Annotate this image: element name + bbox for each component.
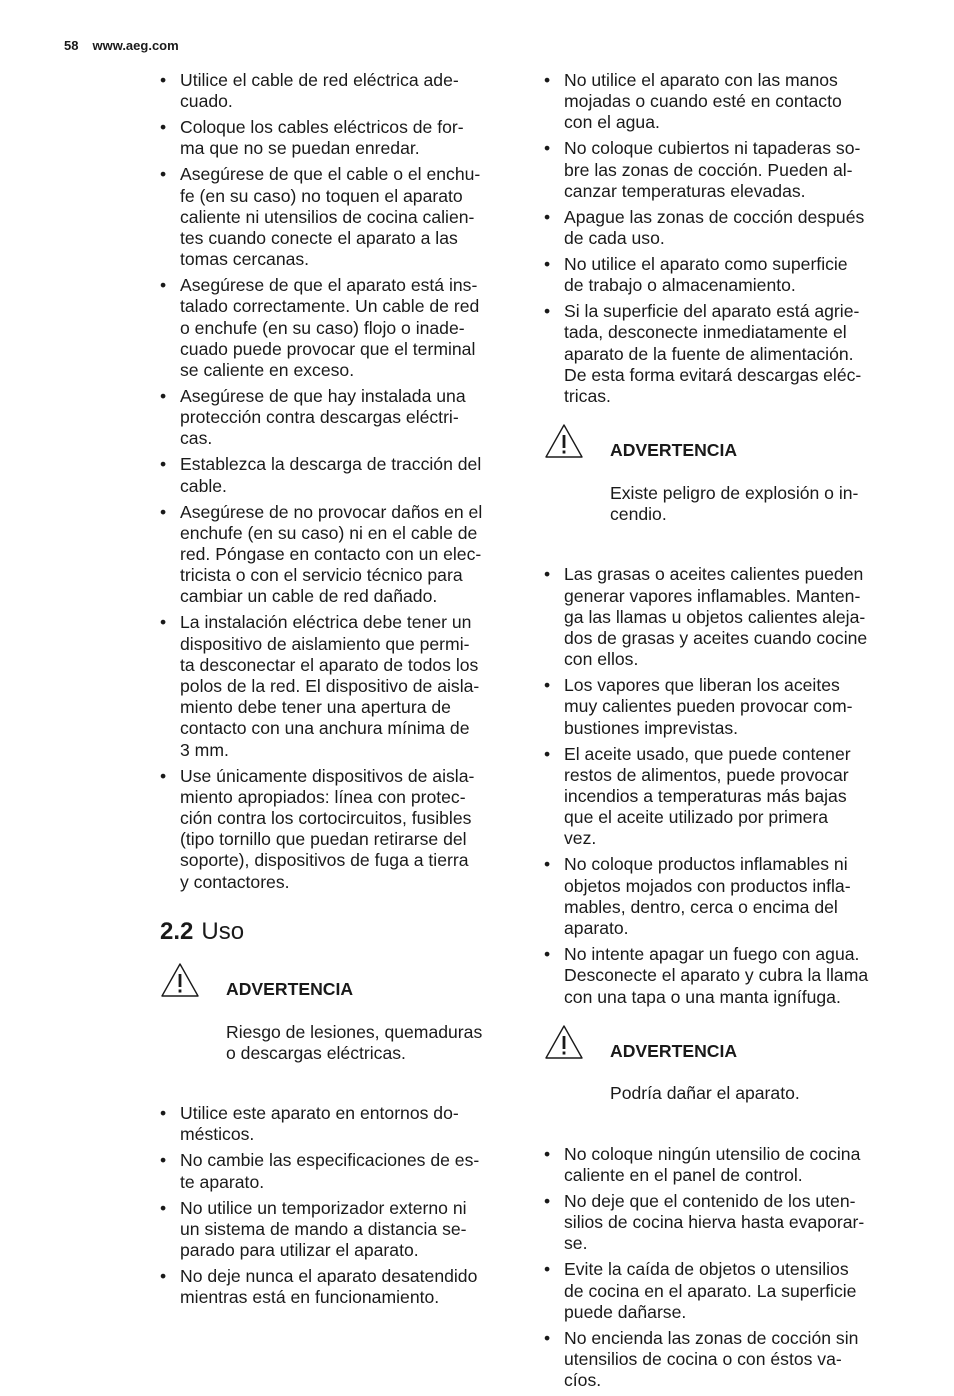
list-item: • El aceite usado, que puede contener restos de alimentos, puede provocar incendios a temperaturas más bajas que el aceite utilizado por primera vez.	[544, 744, 900, 850]
warning-triangle-icon	[544, 1020, 610, 1126]
warning-block	[544, 1020, 900, 1126]
bullet-list	[544, 564, 900, 1007]
warning-block	[544, 419, 900, 546]
list-item: • No intente apagar un fuego con agua. Desconecte el aparato y cubra la llama con una tapa o una manta ignífuga.	[544, 944, 900, 1008]
page-number: 58	[64, 38, 79, 53]
right-column	[544, 70, 900, 1396]
list-item: • Asegúrese de que el aparato está ins- talado correctamente. Un cable de red o enchufe (en su caso) flojo o inade- cuado puede provocar que el terminal se caliente en exceso.	[160, 275, 516, 381]
list-item: • Utilice este aparato en entornos do- mésticos.	[160, 1103, 516, 1145]
list-item: • No coloque cubiertos ni tapaderas so- bre las zonas de cocción. Pueden al- canzar temperaturas elevadas.	[544, 138, 900, 202]
warning-triangle-icon	[544, 419, 610, 546]
list-item: • No deje nunca el aparato desatendido mientras está en funcionamiento.	[160, 1266, 516, 1308]
bullet-list	[160, 70, 516, 893]
list-item: • No utilice el aparato como superficie de trabajo o almacenamiento.	[544, 254, 900, 296]
list-item: • Asegúrese de no provocar daños en el enchufe (en su caso) ni en el cable de red. Póngase en contacto con un elec- tricista o con el servicio técnico para cambiar un cable de red dañado.	[160, 502, 516, 608]
list-item: • No deje que el contenido de los uten- silios de cocina hierva hasta evaporar- se.	[544, 1191, 900, 1255]
list-item: • Si la superficie del aparato está agrie- tada, desconecte inmediatamente el aparato de la fuente de alimentación. De esta forma evitará descargas eléc- tricas.	[544, 301, 900, 407]
list-item: • No encienda las zonas de cocción sin utensilios de cocina o con éstos va- cíos.	[544, 1328, 900, 1392]
list-item: • No utilice un temporizador externo ni un sistema de mando a distancia se- parado para utilizar el aparato.	[160, 1198, 516, 1262]
list-item: • No coloque ningún utensilio de cocina caliente en el panel de control.	[544, 1144, 900, 1186]
left-column	[160, 70, 516, 1313]
list-item: • Apague las zonas de cocción después de cada uso.	[544, 207, 900, 249]
list-item: • Evite la caída de objetos o utensilios de cocina en el aparato. La superficie puede dañarse.	[544, 1259, 900, 1323]
list-item: • No coloque productos inflamables ni objetos mojados con productos infla- mables, dentro, cerca o encima del aparato.	[544, 854, 900, 939]
warning-text: Podría dañar el aparato.	[610, 1083, 800, 1104]
warning-title: ADVERTENCIA	[610, 440, 738, 461]
website-url: www.aeg.com	[92, 38, 179, 53]
list-item: • Asegúrese de que hay instalada una protección contra descargas eléctri- cas.	[160, 386, 516, 450]
list-item: • Utilice el cable de red eléctrica ade- cuado.	[160, 70, 516, 112]
list-item: • Establezca la descarga de tracción del cable.	[160, 454, 516, 496]
bullet-list	[544, 70, 900, 407]
warning-block	[160, 958, 516, 1085]
list-item: • Asegúrese de que el cable o el enchu- fe (en su caso) no toquen el aparato caliente ni utensilios de cocina calien- tes cuando conecte el aparato a las tomas cercanas.	[160, 164, 516, 270]
page-header	[64, 38, 193, 53]
list-item: • No utilice el aparato con las manos mojadas o cuando esté en contacto con el agua.	[544, 70, 900, 134]
list-item: • Coloque los cables eléctricos de for- ma que no se puedan enredar.	[160, 117, 516, 159]
warning-title: ADVERTENCIA	[610, 1040, 738, 1061]
bullet-list	[544, 1144, 900, 1392]
section-number: 2.2	[160, 917, 194, 945]
bullet-list	[160, 1103, 516, 1308]
warning-title: ADVERTENCIA	[226, 979, 354, 1000]
warning-text: Riesgo de lesiones, quemaduras o descargas eléctricas.	[226, 1021, 483, 1063]
section-title: Uso	[201, 917, 245, 945]
section-heading	[160, 918, 516, 946]
list-item: • Use únicamente dispositivos de aisla- miento apropiados: línea con protec- ción contra los cortocircuitos, fusibles (tipo tornillo que puedan retirarse del soporte), dispositivos de fuga a tierra y contactores.	[160, 766, 516, 893]
list-item: • Las grasas o aceites calientes pueden generar vapores inflamables. Manten- ga las llamas u objetos calientes aleja- dos de grasas y aceites cuando cocine con ellos.	[544, 564, 900, 670]
list-item: • No cambie las especificaciones de es- te aparato.	[160, 1150, 516, 1192]
list-item: • La instalación eléctrica debe tener un dispositivo de aislamiento que permi- ta desconectar el aparato de todos los polos de la red. El dispositivo de aisla- miento debe tener una apertura de contacto con una anchura mínima de 3 mm.	[160, 612, 516, 760]
list-item: • Los vapores que liberan los aceites muy calientes pueden provocar com- bustiones imprevistas.	[544, 675, 900, 739]
warning-text: Existe peligro de explosión o in- cendio.	[610, 482, 859, 525]
warning-triangle-icon	[160, 958, 226, 1085]
